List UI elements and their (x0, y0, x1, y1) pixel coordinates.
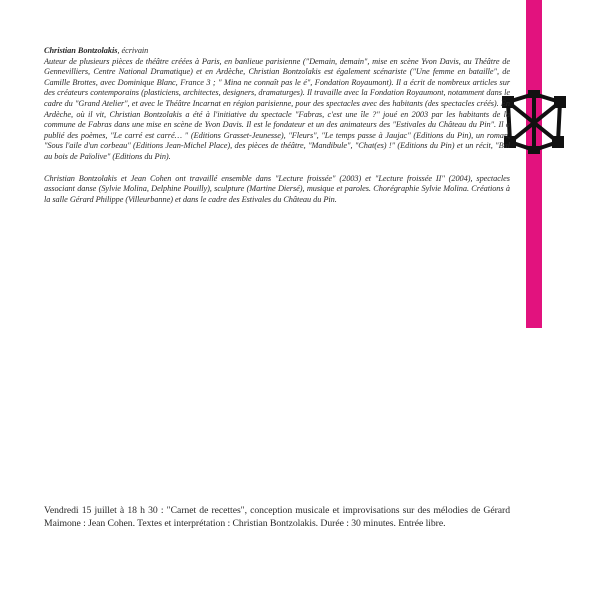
bio-paragraph-2: Christian Bontzolakis et Jean Cohen ont travaillé ensemble dans "Lecture froissée" (2003) et "Lecture froissée II" (2004), spectacles associant danse (Sylvie Molina, Delphine Pouilly), sculpture (Martine Diersé), musique et paroles. Chorégraphie Sylvie Molina. Créations à la salle Gérard Philippe (Villeurbanne) et dans le cadre des Estivales du Château du Pin. (44, 173, 510, 204)
author-biography (44, 46, 510, 216)
author-role: , écrivain (117, 46, 149, 55)
bio-text-1: Auteur de plusieurs pièces de théâtre créées à Paris, en banlieue parisienne ("Demain, demain", mise en scène Yvon Davis, au Théâtre de Gennevilliers, Centre National Dramatique) et en Ardèche, Christian Bontzolakis est également scénariste ("Une femme en bataille", de Camille Brottes, avec Dominique Blanc, France 3 ; " Mina ne connaît pas le é", Fondation Royaumont). Il a écrit de nombreux articles sur des créateurs contemporains (plasticiens, architectes, designers, dramaturges). Il travaille avec la Fondation Royaumont, notamment dans le cadre du "Grand Atelier", et avec le Théâtre Incarnat en région parisienne, pour des spectacles avec des habitants (des spectacles créés). En Ardèche, où il vit, Christian Bontzolakis a été à l'initiative du spectacle "Fabras, c'est une île ?" joué en 2003 par les habitants de la commune de Fabras dans une mise en scène de Yvon Davis. Il est le fondateur et un des animateurs des "Estivales du Château du Pin". Il a publié des poèmes, "Le carré est carré… " (Editions Grasset-Jeunesse), "Fleurs", "Le temps passe à Jaujac" (Editions du Pin), un roman, "Sous l'aile d'un corbeau" (Editions Jean-Michel Place), des pièces de théâtre, "Mandibule", "Chat(es) !" (Editions du Pin) et un récit, "Bal au bois de Païolive" (Editions du Pin). (44, 56, 510, 161)
bio-paragraph-1 (44, 46, 510, 163)
event-details: Vendredi 15 juillet à 18 h 30 : "Carnet de recettes", conception musicale et improvisations sur des mélodies de Gérard Maimone : Jean Cohen. Textes et interprétation : Christian Bontzolakis. Durée : 30 minutes. Entrée libre. (44, 505, 510, 529)
magenta-accent-bar (526, 0, 542, 328)
author-name: Christian Bontzolakis (44, 46, 118, 55)
